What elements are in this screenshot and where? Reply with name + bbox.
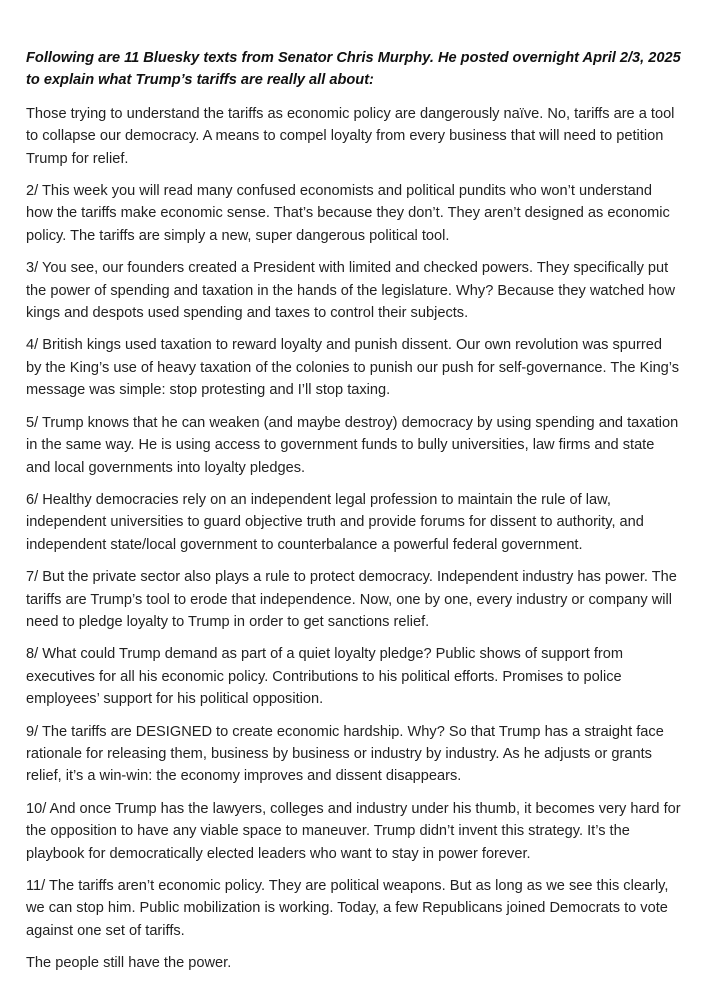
intro-heading: Following are 11 Bluesky texts from Senator Chris Murphy. He posted overnight April 2/3, 2025 to explain what Trump’s tariffs are really all about:: [26, 50, 681, 89]
post-6-paragraph: 6/ Healthy democracies rely on an independent legal profession to maintain the rule of law, independent universities to guard objective truth and provide forums for dissent to authority, and independent state/local government to counterbalance a powerful federal government.: [26, 491, 644, 553]
post-11-paragraph: 11/ The tariffs aren’t economic policy. They are political weapons. But as long as we see this clearly, we can stop him. Public mobilization is working. Today, a few Republicans joined Democrats to vote against one set of tariffs.: [26, 878, 669, 939]
post-8-paragraph: 8/ What could Trump demand as part of a quiet loyalty pledge? Public shows of support from executives for all his economic policy. Contributions to his political efforts. Promises to police employees’ support for his political opposition.: [26, 646, 624, 708]
post-3-paragraph: 3/ You see, our founders created a President with limited and checked powers. They specifically put the power of spending and taxation in the hands of the legislature. Why? Because they watched how kings and despots used spending and taxes to control their subjects.: [26, 260, 676, 322]
post-5-paragraph: 5/ Trump knows that he can weaken (and maybe destroy) democracy by using spending and taxation in the same way. He is using access to government funds to bully universities, law firms and state and local governments into loyalty pledges.: [26, 414, 679, 476]
post-1-paragraph: Those trying to understand the tariffs as economic policy are dangerously naïve. No, tariffs are a tool to collapse our democracy. A means to compel loyalty from every business that will need to petition Trump for relief.: [26, 105, 675, 167]
post-2-paragraph: 2/ This week you will read many confused economists and political pundits who won’t understand how the tariffs make economic sense. That’s because they don’t. They aren’t designed as economic policy. The tariffs are simply a new, super dangerous political tool.: [26, 183, 670, 244]
post-7-paragraph: 7/ But the private sector also plays a rule to protect democracy. Independent industry has power. The tariffs are Trump’s tool to erode that independence. Now, one by one, every industry or company will need to pledge loyalty to Trump in order to get sanctions relief.: [26, 569, 677, 630]
post-4-paragraph: 4/ British kings used taxation to reward loyalty and punish dissent. Our own revolution was spurred by the King’s use of heavy taxation of the colonies to punish our push for self-governance. The King’s message was simple: stop protesting and I’ll stop taxing.: [26, 337, 680, 399]
post-10-paragraph: 10/ And once Trump has the lawyers, colleges and industry under his thumb, it becomes very hard for the opposition to have any viable space to maneuver. Trump didn’t invent this strategy. It’s the playbook for democratically elected leaders who want to stay in power forever.: [26, 800, 681, 862]
closing-line: The people still have the power.: [26, 955, 232, 972]
post-9-paragraph: 9/ The tariffs are DESIGNED to create economic hardship. Why? So that Trump has a straight face rationale for releasing them, business by business or industry by industry. As he adjusts or grants relief, it’s a win-win: the economy improves and dissent disappears.: [26, 723, 664, 785]
